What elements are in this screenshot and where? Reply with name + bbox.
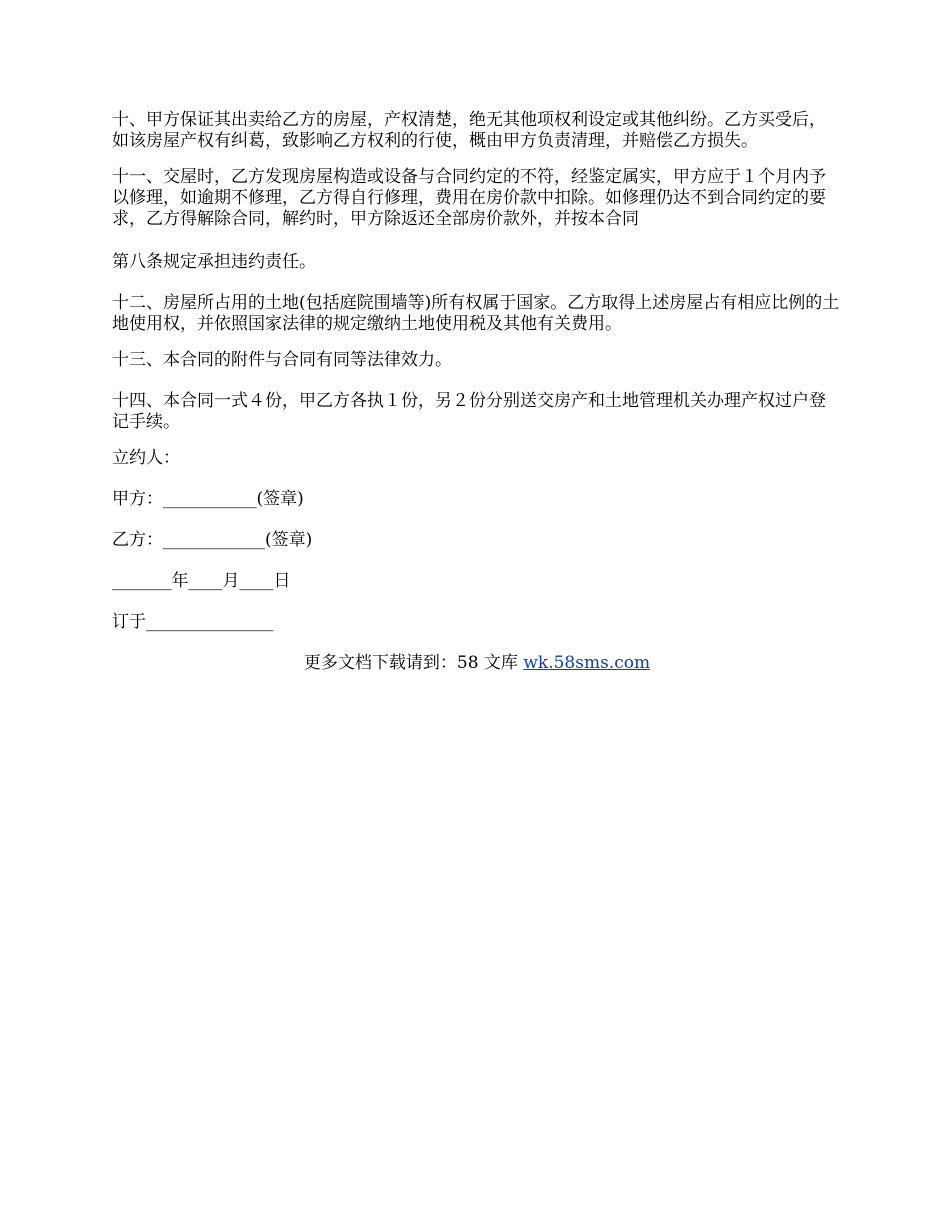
document-body (112, 110, 842, 674)
signatories-heading: 立约人： (112, 448, 180, 468)
clause-11-continued: 第八条规定承担违约责任。 (112, 252, 316, 272)
footer-link[interactable]: wk.58sms.com (523, 653, 651, 673)
clause-13: 十三、本合同的附件与合同有同等法律效力。 (112, 350, 452, 370)
download-footer (112, 653, 842, 674)
party-a-signature-line: 甲方：___________(签章) (112, 489, 304, 509)
party-b-signature-line: 乙方：____________(签章) (112, 530, 313, 550)
clause-10: 十、甲方保证其出卖给乙方的房屋，产权清楚，绝无其他项权利设定或其他纠纷。乙方买受后，如该房屋产权有纠葛，致影响乙方权利的行使，概由甲方负责清理，并赔偿乙方损失。 (112, 110, 826, 151)
signing-place-line: 订于_______________ (112, 612, 274, 632)
clause-14: 十四、本合同一式４份，甲乙方各执１份，另２份分别送交房产和土地管理机关办理产权过户登记手续。 (112, 391, 826, 432)
footer-text: 更多文档下载请到：58 文库 (303, 653, 524, 673)
date-line: _______年____月____日 (112, 571, 291, 591)
clause-12: 十二、房屋所占用的土地(包括庭院围墙等)所有权属于国家。乙方取得上述房屋占有相应比例的土地使用权，并依照国家法律的规定缴纳土地使用税及其他有关费用。 (112, 293, 840, 334)
clause-11: 十一、交屋时，乙方发现房屋构造或设备与合同约定的不符，经鉴定属实，甲方应于１个月内予以修理，如逾期不修理，乙方得自行修理，费用在房价款中扣除。如修理仍达不到合同约定的要求，乙方得解除合同，解约时，甲方除返还全部房价款外，并按本合同 (112, 167, 826, 229)
